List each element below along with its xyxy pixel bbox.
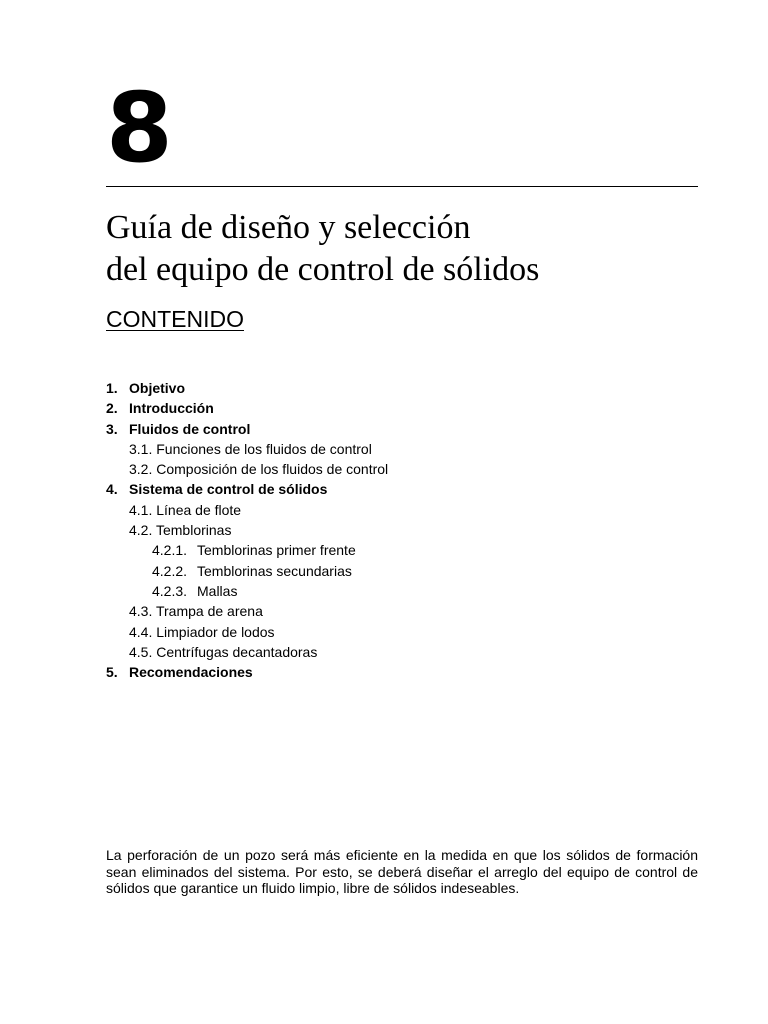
toc-item-label: Temblorinas secundarias — [197, 562, 352, 579]
chapter-title-line-2: del equipo de control de sólidos — [106, 251, 540, 288]
toc-item-label: Temblorinas primer frente — [197, 542, 356, 559]
toc-item-label: Objetivo — [129, 380, 186, 396]
chapter-title — [106, 207, 539, 291]
toc-item-number: 1. — [106, 380, 118, 396]
toc-item-label: Fluidos de control — [129, 420, 251, 437]
table-of-contents — [106, 378, 388, 682]
toc-item-label: Recomendaciones — [129, 664, 253, 681]
toc-subitem-composicion: 3.2. Composición de los fluidos de control — [129, 461, 389, 478]
toc-subitem-linea-de-flote: 4.1. Línea de flote — [129, 501, 242, 518]
chapter-number: 8 — [106, 72, 171, 184]
toc-item-number: 4.2.1. — [152, 542, 188, 559]
toc-subitem-limpiador-de-lodos: 4.4. Limpiador de lodos — [129, 623, 275, 640]
toc-item-label: Sistema de control de sólidos — [129, 481, 328, 498]
toc-item-number: 3. — [106, 420, 118, 437]
toc-item-label: Mallas — [197, 582, 238, 599]
intro-paragraph: La perforación de un pozo será más eficiente en la medida en que los sólidos de formación sean eliminados del sistema. Por esto, se deberá diseñar el arreglo del equipo de control de sólidos que garantice un fluido limpio, libre de sólidos indeseables. — [106, 847, 698, 896]
toc-item-sistema-control-solidos — [106, 479, 388, 499]
toc-subitem-trampa-de-arena: 4.3. Trampa de arena — [129, 603, 263, 620]
toc-subsubitem-mallas — [106, 581, 388, 601]
toc-item-number: 4. — [106, 481, 118, 498]
toc-subsubitem-secundarias — [106, 561, 388, 581]
toc-item-number: 4.2.2. — [152, 562, 188, 579]
toc-item-introduccion — [106, 398, 388, 418]
toc-subitem-funciones: 3.1. Funciones de los fluidos de control — [129, 440, 372, 457]
contents-heading: CONTENIDO — [106, 306, 244, 332]
toc-item-label: Introducción — [129, 400, 214, 417]
toc-item-number: 5. — [106, 664, 118, 681]
toc-item-number: 2. — [106, 400, 118, 417]
toc-item-fluidos-de-control — [106, 419, 388, 439]
toc-subsubitem-primer-frente — [106, 540, 388, 560]
chapter-title-line-1: Guía de diseño y selección — [106, 209, 471, 246]
toc-subitem-centrifugas: 4.5. Centrífugas decantadoras — [129, 643, 318, 660]
toc-item-objetivo — [106, 378, 388, 398]
toc-subitem-temblorinas: 4.2. Temblorinas — [129, 522, 232, 539]
toc-item-recomendaciones — [106, 662, 388, 682]
chapter-divider — [106, 186, 698, 187]
toc-item-number: 4.2.3. — [152, 582, 188, 599]
